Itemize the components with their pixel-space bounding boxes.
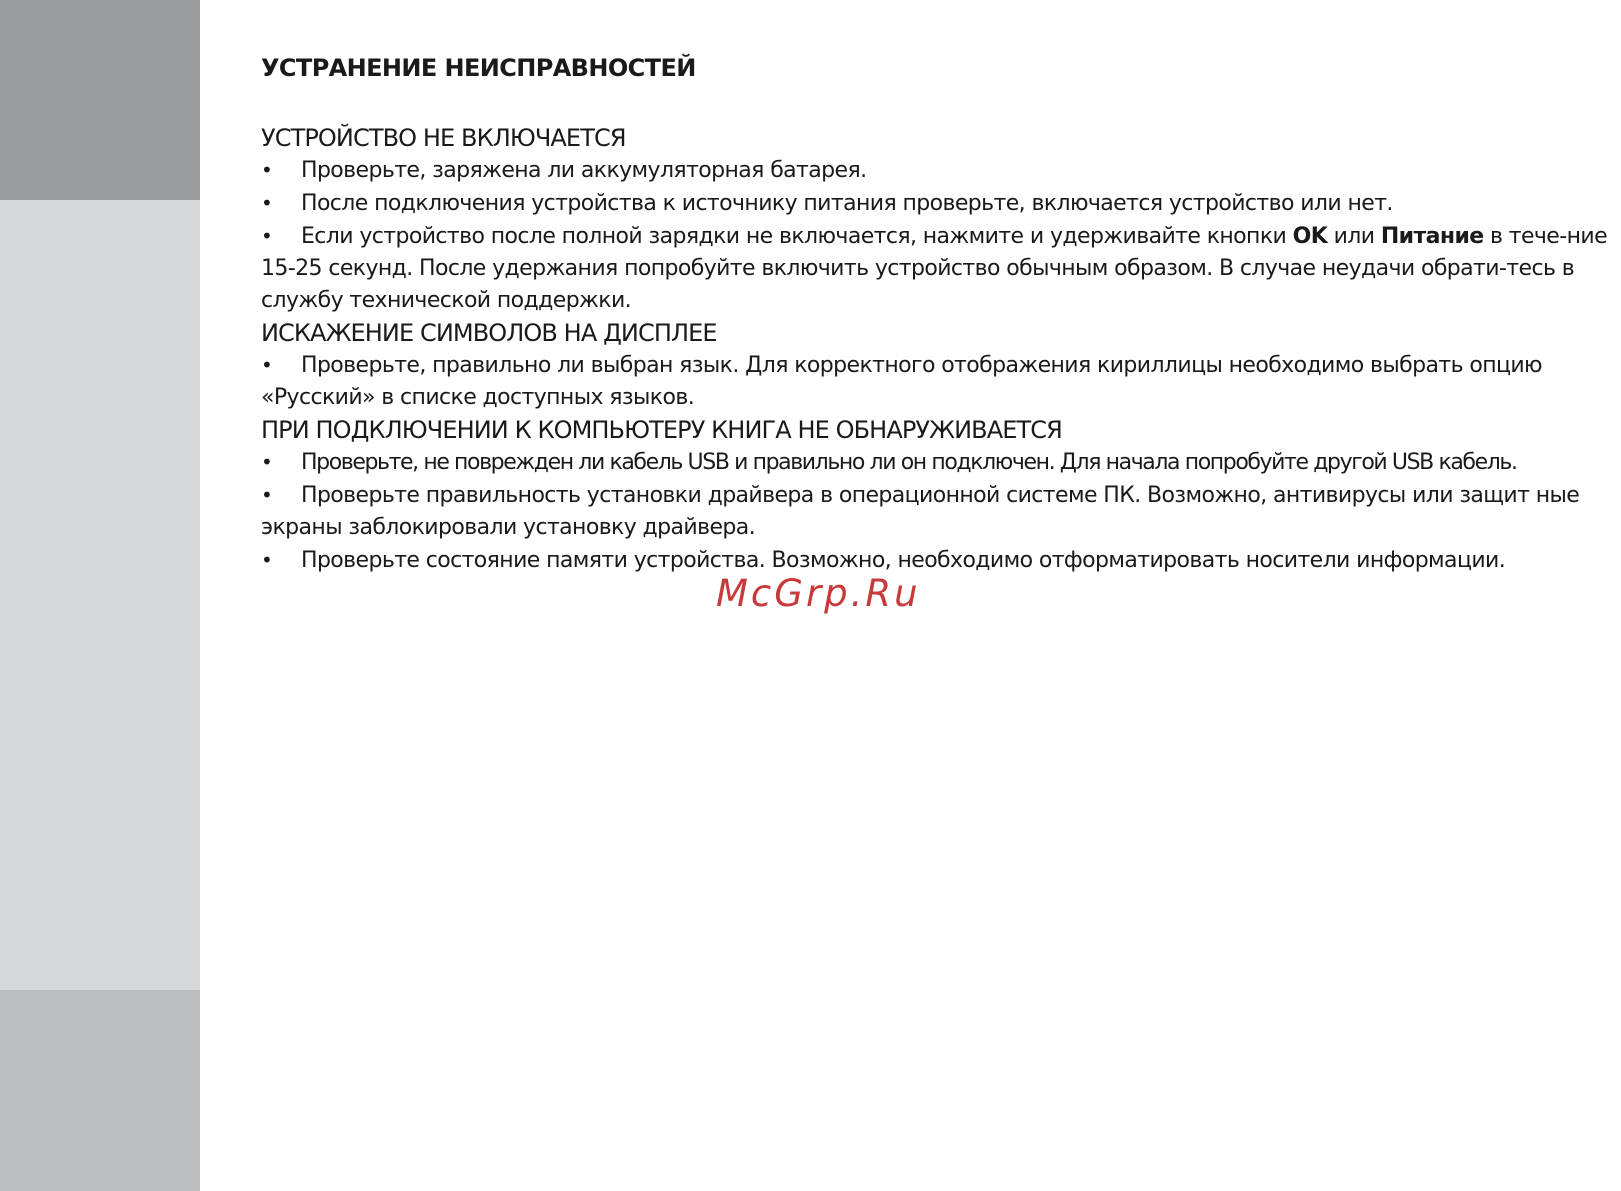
list-item-text: в тече-ние 15-25 секунд. После удержания попробуйте включить устройство обычным образом. В случае неудачи обрати-тесь в службу технической поддержки. bbox=[261, 224, 1608, 313]
list-item bbox=[261, 220, 1619, 317]
bullet-icon: • bbox=[261, 224, 273, 248]
section-heading-display: ИСКАЖЕНИЕ СИМВОЛОВ НА ДИСПЛЕЕ bbox=[261, 319, 717, 347]
list-item bbox=[261, 544, 1619, 577]
section-heading-computer: ПРИ ПОДКЛЮЧЕНИИ К КОМПЬЮТЕРУ КНИГА НЕ ОБНАРУЖИВАЕТСЯ bbox=[261, 416, 1062, 444]
ok-button-label: OK bbox=[1292, 224, 1328, 249]
list-item bbox=[261, 349, 1619, 414]
list-item-text: Проверьте, правильно ли выбран язык. Для корректного отображения кириллицы необходимо выбрать опцию «Русский» в списке доступных языков. bbox=[261, 353, 1542, 410]
document-content bbox=[261, 44, 1619, 577]
bullet-icon: • bbox=[261, 191, 273, 215]
bullet-icon: • bbox=[261, 450, 272, 474]
list-item-text: Проверьте правильность установки драйвера в операционной системе ПК. Возможно, антивирусы или защит ные экраны заблокировали установку драйвера. bbox=[261, 483, 1580, 540]
list-item bbox=[261, 187, 1619, 220]
power-button-label: Питание bbox=[1380, 224, 1484, 249]
bullet-icon: • bbox=[261, 158, 273, 182]
list-item-text: или bbox=[1327, 224, 1381, 249]
list-item-text: Проверьте состояние памяти устройства. Возможно, необходимо отформатировать носители информации. bbox=[301, 548, 1506, 573]
list-item bbox=[261, 154, 1619, 187]
list-item-text: После подключения устройства к источнику питания проверьте, включается устройство или нет. bbox=[301, 191, 1393, 216]
page-title: УСТРАНЕНИЕ НЕИСПРАВНОСТЕЙ bbox=[261, 54, 696, 82]
list-item-text: Проверьте, заряжена ли аккумуляторная батарея. bbox=[301, 158, 867, 183]
sidebar-top-block bbox=[0, 0, 200, 200]
list-item-text: Проверьте, не поврежден ли кабель USB и правильно ли он подключен. Для начала попробуйте другой USB кабель. bbox=[301, 450, 1517, 475]
sidebar-middle-block bbox=[0, 200, 200, 990]
list-item bbox=[261, 479, 1619, 544]
watermark: McGrp.Ru bbox=[716, 572, 921, 615]
list-item-text: Если устройство после полной зарядки не включается, нажмите и удерживайте кнопки bbox=[301, 224, 1293, 249]
sidebar-bottom-block bbox=[0, 990, 200, 1191]
bullet-icon: • bbox=[261, 353, 273, 377]
list-item bbox=[261, 446, 1619, 479]
section-heading-no-power: УСТРОЙСТВО НЕ ВКЛЮЧАЕТСЯ bbox=[261, 124, 626, 152]
bullet-icon: • bbox=[261, 548, 273, 572]
bullet-icon: • bbox=[261, 483, 273, 507]
